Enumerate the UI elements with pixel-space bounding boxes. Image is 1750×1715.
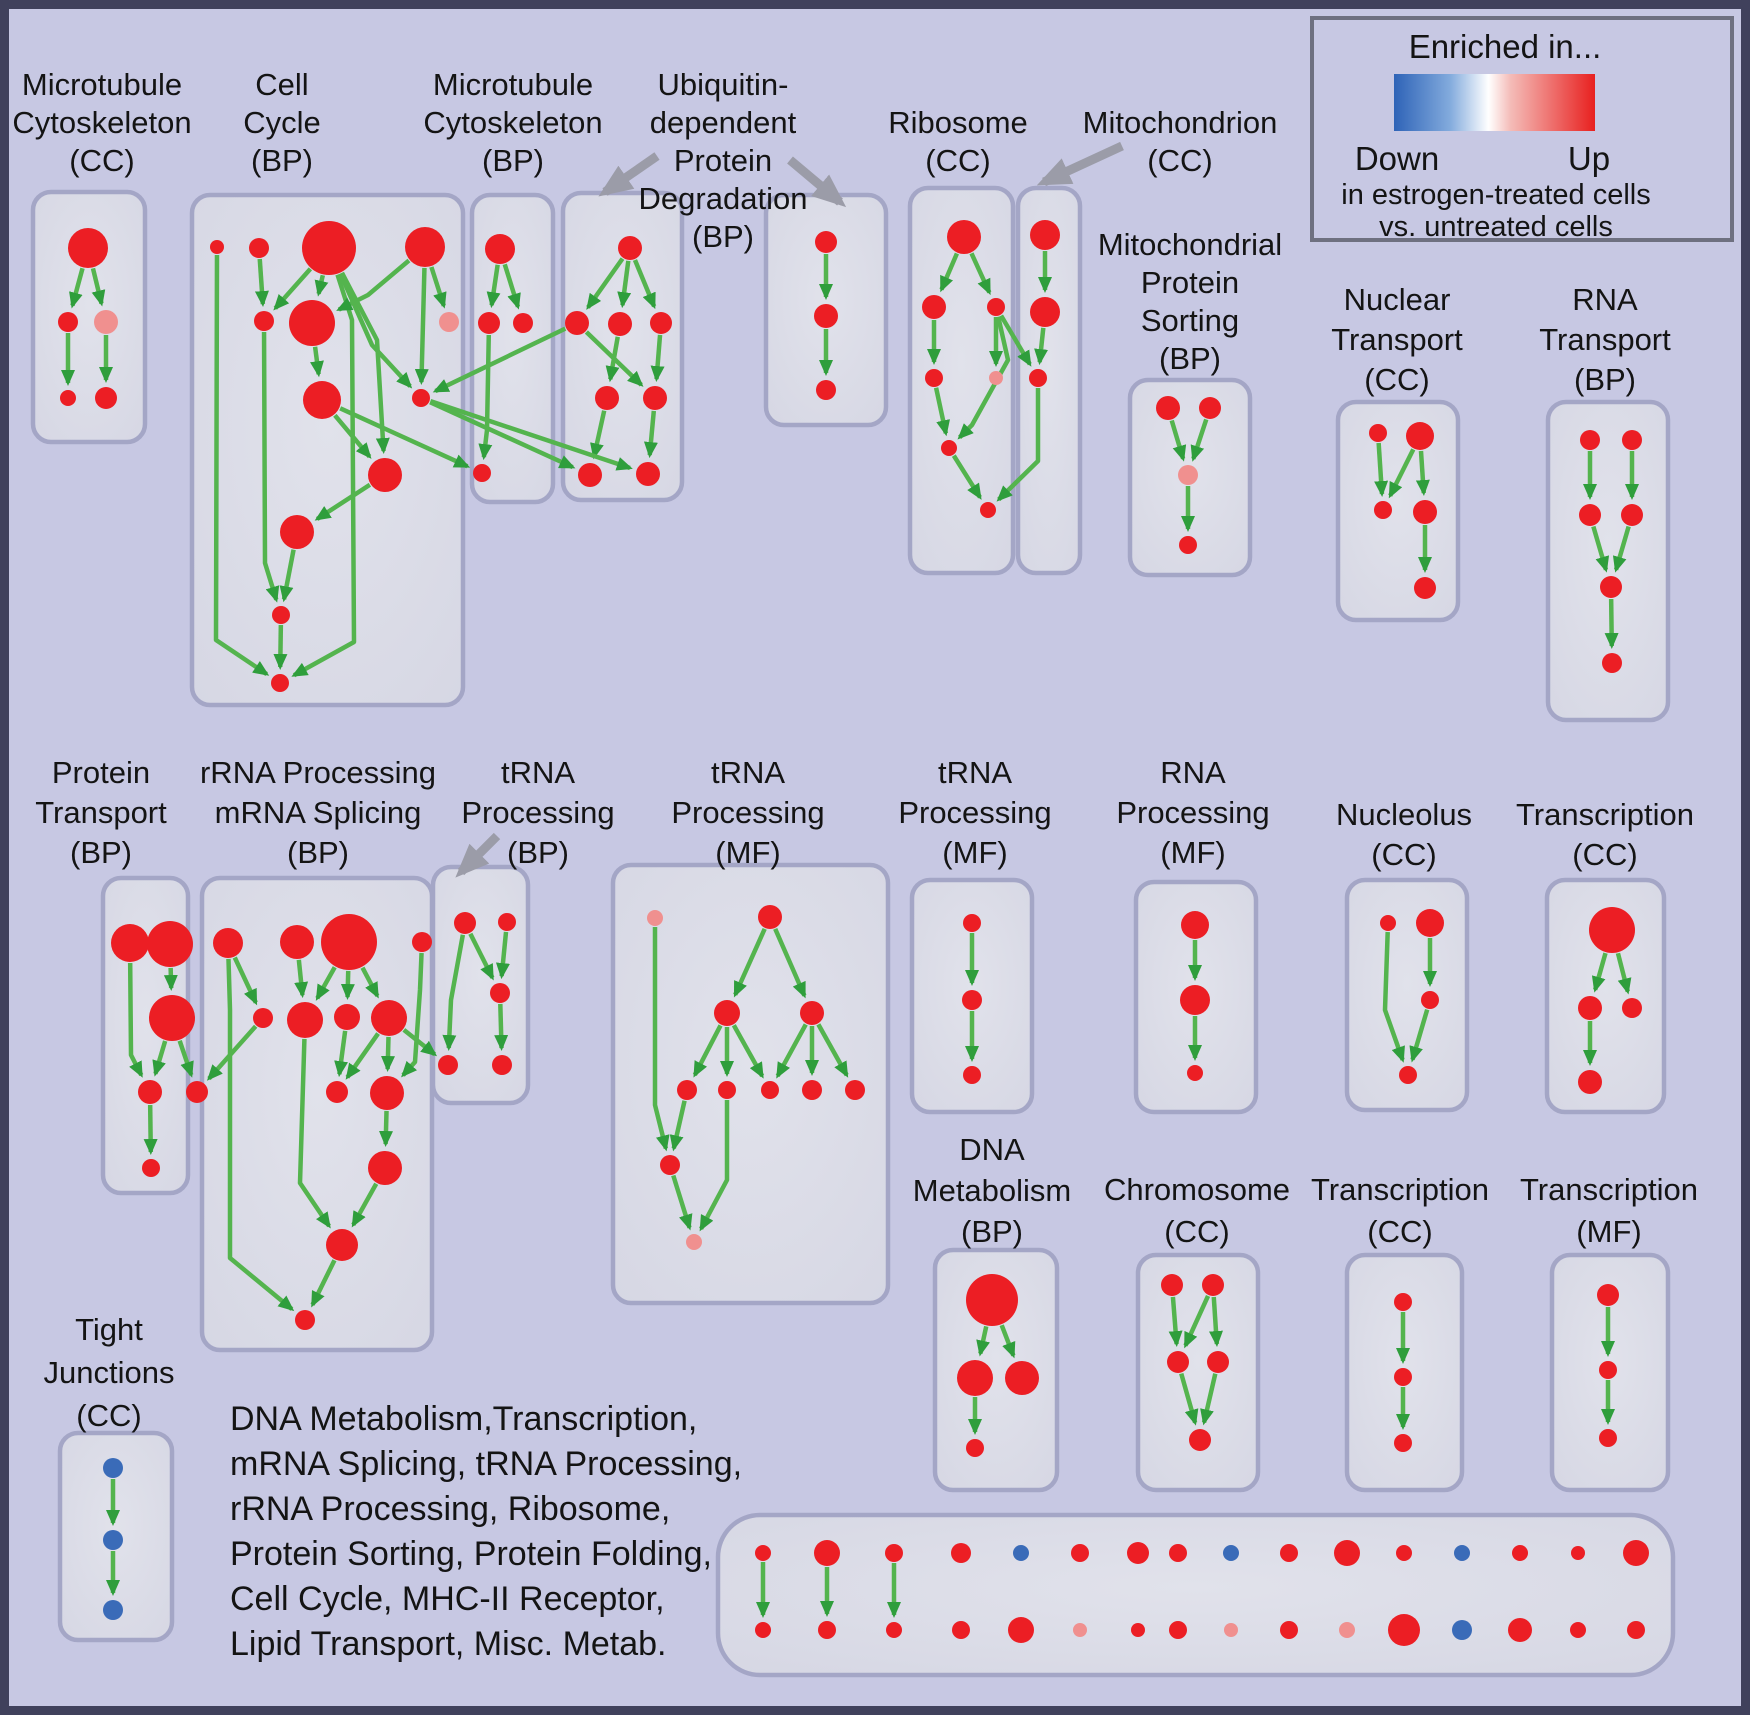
node [302, 221, 356, 275]
node [513, 313, 533, 333]
legend-up-label: Up [1567, 140, 1611, 177]
node [761, 1081, 779, 1099]
node [714, 1000, 740, 1026]
node [370, 1076, 404, 1110]
cluster-label-tr_cc2: Transcription (CC) [1310, 1172, 1490, 1249]
cluster-label-tr_mf: Transcription (MF) [1519, 1172, 1699, 1249]
node [1388, 1614, 1420, 1646]
cluster-label-rna_proc: RNA Processing (MF) [1116, 755, 1270, 870]
node [1030, 297, 1060, 327]
node [1178, 465, 1198, 485]
node [1199, 397, 1221, 419]
node [1622, 998, 1642, 1018]
node [1416, 909, 1444, 937]
cluster-box-rna_tr [1548, 402, 1668, 720]
node [303, 381, 341, 419]
node [95, 387, 117, 409]
cluster-label-trna_mf2: tRNA Processing (MF) [898, 755, 1052, 870]
node [636, 462, 660, 486]
node [1161, 1274, 1183, 1296]
node [412, 389, 430, 407]
edge [1214, 1297, 1217, 1344]
node [295, 1310, 315, 1330]
node [886, 1622, 902, 1638]
node [326, 1229, 358, 1261]
node [647, 910, 663, 926]
node [103, 1600, 123, 1620]
node [677, 1080, 697, 1100]
node [802, 1080, 822, 1100]
node [608, 312, 632, 336]
node [249, 238, 269, 258]
cluster-label-chromosome: Chromosome (CC) [1103, 1172, 1291, 1249]
node [1189, 1429, 1211, 1451]
node [1394, 1293, 1412, 1311]
node [1374, 501, 1392, 519]
node [1223, 1545, 1239, 1561]
node [1202, 1274, 1224, 1296]
node [142, 1159, 160, 1177]
node [987, 298, 1005, 316]
node [925, 369, 943, 387]
node [1380, 915, 1396, 931]
edge [280, 625, 281, 667]
edge [386, 1111, 387, 1144]
node [989, 371, 1003, 385]
legend-subtitle-2: vs. untreated cells [1379, 211, 1613, 243]
node [368, 458, 402, 492]
node [922, 295, 946, 319]
node [103, 1530, 123, 1550]
cluster-label-nuc_tr: Nuclear Transport (CC) [1331, 282, 1463, 397]
cluster-label-dna_met: DNA Metabolism (BP) [912, 1132, 1072, 1249]
node [1413, 500, 1437, 524]
node [1399, 1066, 1417, 1084]
node [952, 1621, 970, 1639]
node [845, 1080, 865, 1100]
node [1621, 504, 1643, 526]
node [1334, 1540, 1360, 1566]
node [755, 1622, 771, 1638]
node [1369, 424, 1387, 442]
node [271, 674, 289, 692]
node [1599, 1361, 1617, 1379]
footnote-line: rRNA Processing, Ribosome, [230, 1490, 671, 1528]
cluster-label-prot_tr: Protein Transport (BP) [35, 755, 167, 870]
edge [500, 1004, 501, 1048]
node [1600, 576, 1622, 598]
floating-label-0: Ubiquitin-dependent Protein Degradation (BP) [638, 67, 808, 254]
node [405, 227, 445, 267]
node [1394, 1434, 1412, 1452]
node [1421, 991, 1439, 1009]
legend-down-label: Down [1354, 140, 1440, 177]
cluster-label-nucleolus: Nucleolus (CC) [1335, 797, 1473, 872]
node [980, 502, 996, 518]
cluster-label-mt_cc: Microtubule Cytoskeleton (CC) [12, 67, 192, 178]
cluster-label-trna_mf1: tRNA Processing (MF) [671, 755, 825, 870]
node [1512, 1545, 1528, 1561]
node [1452, 1620, 1472, 1640]
node [1627, 1621, 1645, 1639]
node [454, 912, 476, 934]
node [1224, 1623, 1238, 1637]
edge [1611, 599, 1612, 646]
node [660, 1155, 680, 1175]
node [485, 234, 515, 264]
node [1508, 1618, 1532, 1642]
node [1073, 1623, 1087, 1637]
edge [388, 1037, 389, 1069]
legend [1312, 18, 1732, 243]
cluster-label-trna_bp: tRNA Processing (BP) [461, 755, 615, 870]
node [498, 913, 516, 931]
node [280, 515, 314, 549]
node [578, 463, 602, 487]
node [1008, 1617, 1034, 1643]
node [1187, 1065, 1203, 1081]
node [272, 606, 290, 624]
node [1030, 220, 1060, 250]
node [1280, 1621, 1298, 1639]
node [289, 300, 335, 346]
footnote-line: Lipid Transport, Misc. Metab. [230, 1625, 667, 1663]
node [618, 236, 642, 260]
node [1179, 536, 1197, 554]
node [60, 390, 76, 406]
node [473, 464, 491, 482]
node [103, 1458, 123, 1478]
node [718, 1081, 736, 1099]
edge [150, 1105, 151, 1152]
node [478, 312, 500, 334]
node [280, 925, 314, 959]
cluster-label-rna_tr: RNA Transport (BP) [1539, 282, 1671, 397]
cluster-label-mps: Mitochondrial Protein Sorting (BP) [1097, 227, 1283, 376]
cluster-label-mt_bp: Microtubule Cytoskeleton (BP) [423, 67, 603, 178]
edge [348, 971, 349, 997]
node [1571, 1546, 1585, 1560]
node [1029, 369, 1047, 387]
node [1339, 1622, 1355, 1638]
node [755, 1545, 771, 1561]
node [58, 312, 78, 332]
node [371, 1000, 407, 1036]
node [643, 386, 667, 410]
node [816, 380, 836, 400]
node [1071, 1544, 1089, 1562]
cluster-label-tight_junctions: Tight Junctions (CC) [43, 1312, 175, 1433]
node [957, 1360, 993, 1396]
node [254, 311, 274, 331]
node [1578, 996, 1602, 1020]
node [147, 921, 193, 967]
node [1622, 430, 1642, 450]
footnote-line: mRNA Splicing, tRNA Processing, [230, 1445, 743, 1483]
node [1131, 1623, 1145, 1637]
cluster-box-nuc_tr [1338, 402, 1458, 620]
cluster-label-cell_cycle: Cell Cycle (BP) [243, 67, 321, 178]
node [438, 1055, 458, 1075]
node [111, 924, 149, 962]
node [1013, 1545, 1029, 1561]
node [1579, 504, 1601, 526]
node [1570, 1622, 1586, 1638]
node [1280, 1544, 1298, 1562]
node [368, 1151, 402, 1185]
node [149, 995, 195, 1041]
node [1127, 1542, 1149, 1564]
node [94, 310, 118, 334]
node [1602, 653, 1622, 673]
node [565, 311, 589, 335]
node [1599, 1429, 1617, 1447]
node [490, 983, 510, 1003]
node [138, 1080, 162, 1104]
node [818, 1621, 836, 1639]
footnote-line: Cell Cycle, MHC-II Receptor, [230, 1580, 665, 1618]
legend-subtitle-1: in estrogen-treated cells [1341, 179, 1651, 211]
node [1169, 1621, 1187, 1639]
node [1207, 1351, 1229, 1373]
footnote-line: DNA Metabolism,Transcription, [230, 1400, 698, 1438]
summary-box [718, 1515, 1673, 1675]
cluster-label-ribosome: Ribosome (CC) [888, 105, 1028, 178]
node [1623, 1540, 1649, 1566]
node [951, 1543, 971, 1563]
node [412, 932, 432, 952]
edge [171, 968, 172, 988]
node [1181, 911, 1209, 939]
node [1454, 1545, 1470, 1561]
node [287, 1002, 323, 1038]
node [966, 1439, 984, 1457]
node [814, 1540, 840, 1566]
node [941, 440, 957, 456]
node [1414, 577, 1436, 599]
node [885, 1544, 903, 1562]
node [966, 1274, 1018, 1326]
node [1406, 422, 1434, 450]
edge [421, 268, 424, 382]
node [1578, 1070, 1602, 1094]
node [1394, 1368, 1412, 1386]
node [815, 231, 837, 253]
node [1396, 1545, 1412, 1561]
node [1169, 1544, 1187, 1562]
node [326, 1081, 348, 1103]
node [1589, 907, 1635, 953]
node [439, 312, 459, 332]
node [334, 1004, 360, 1030]
node [758, 905, 782, 929]
node [595, 386, 619, 410]
cluster-box-chromosome [1138, 1255, 1258, 1490]
node [963, 1066, 981, 1084]
node [947, 220, 981, 254]
edge [1421, 451, 1424, 493]
node [1156, 396, 1180, 420]
node [1580, 430, 1600, 450]
node [963, 914, 981, 932]
legend-gradient-bar [1394, 74, 1595, 131]
edge [260, 259, 263, 304]
node [650, 312, 672, 334]
node [1005, 1361, 1039, 1395]
cluster-label-rrna: rRNA Processing mRNA Splicing (BP) [199, 755, 437, 870]
node [321, 914, 377, 970]
cluster-label-mito: Mitochondrion (CC) [1082, 105, 1278, 178]
node [186, 1081, 208, 1103]
node [800, 1001, 824, 1025]
legend-title: Enriched in... [1408, 28, 1602, 65]
node [68, 228, 108, 268]
node [1597, 1284, 1619, 1306]
node [492, 1055, 512, 1075]
node [210, 240, 224, 254]
node [213, 928, 243, 958]
node [686, 1234, 702, 1250]
cluster-label-tr_cc1: Transcription (CC) [1515, 797, 1695, 872]
node [962, 990, 982, 1010]
node [814, 304, 838, 328]
footnote-line: Protein Sorting, Protein Folding, [230, 1535, 712, 1573]
node [1167, 1351, 1189, 1373]
node [1180, 985, 1210, 1015]
node [253, 1008, 273, 1028]
